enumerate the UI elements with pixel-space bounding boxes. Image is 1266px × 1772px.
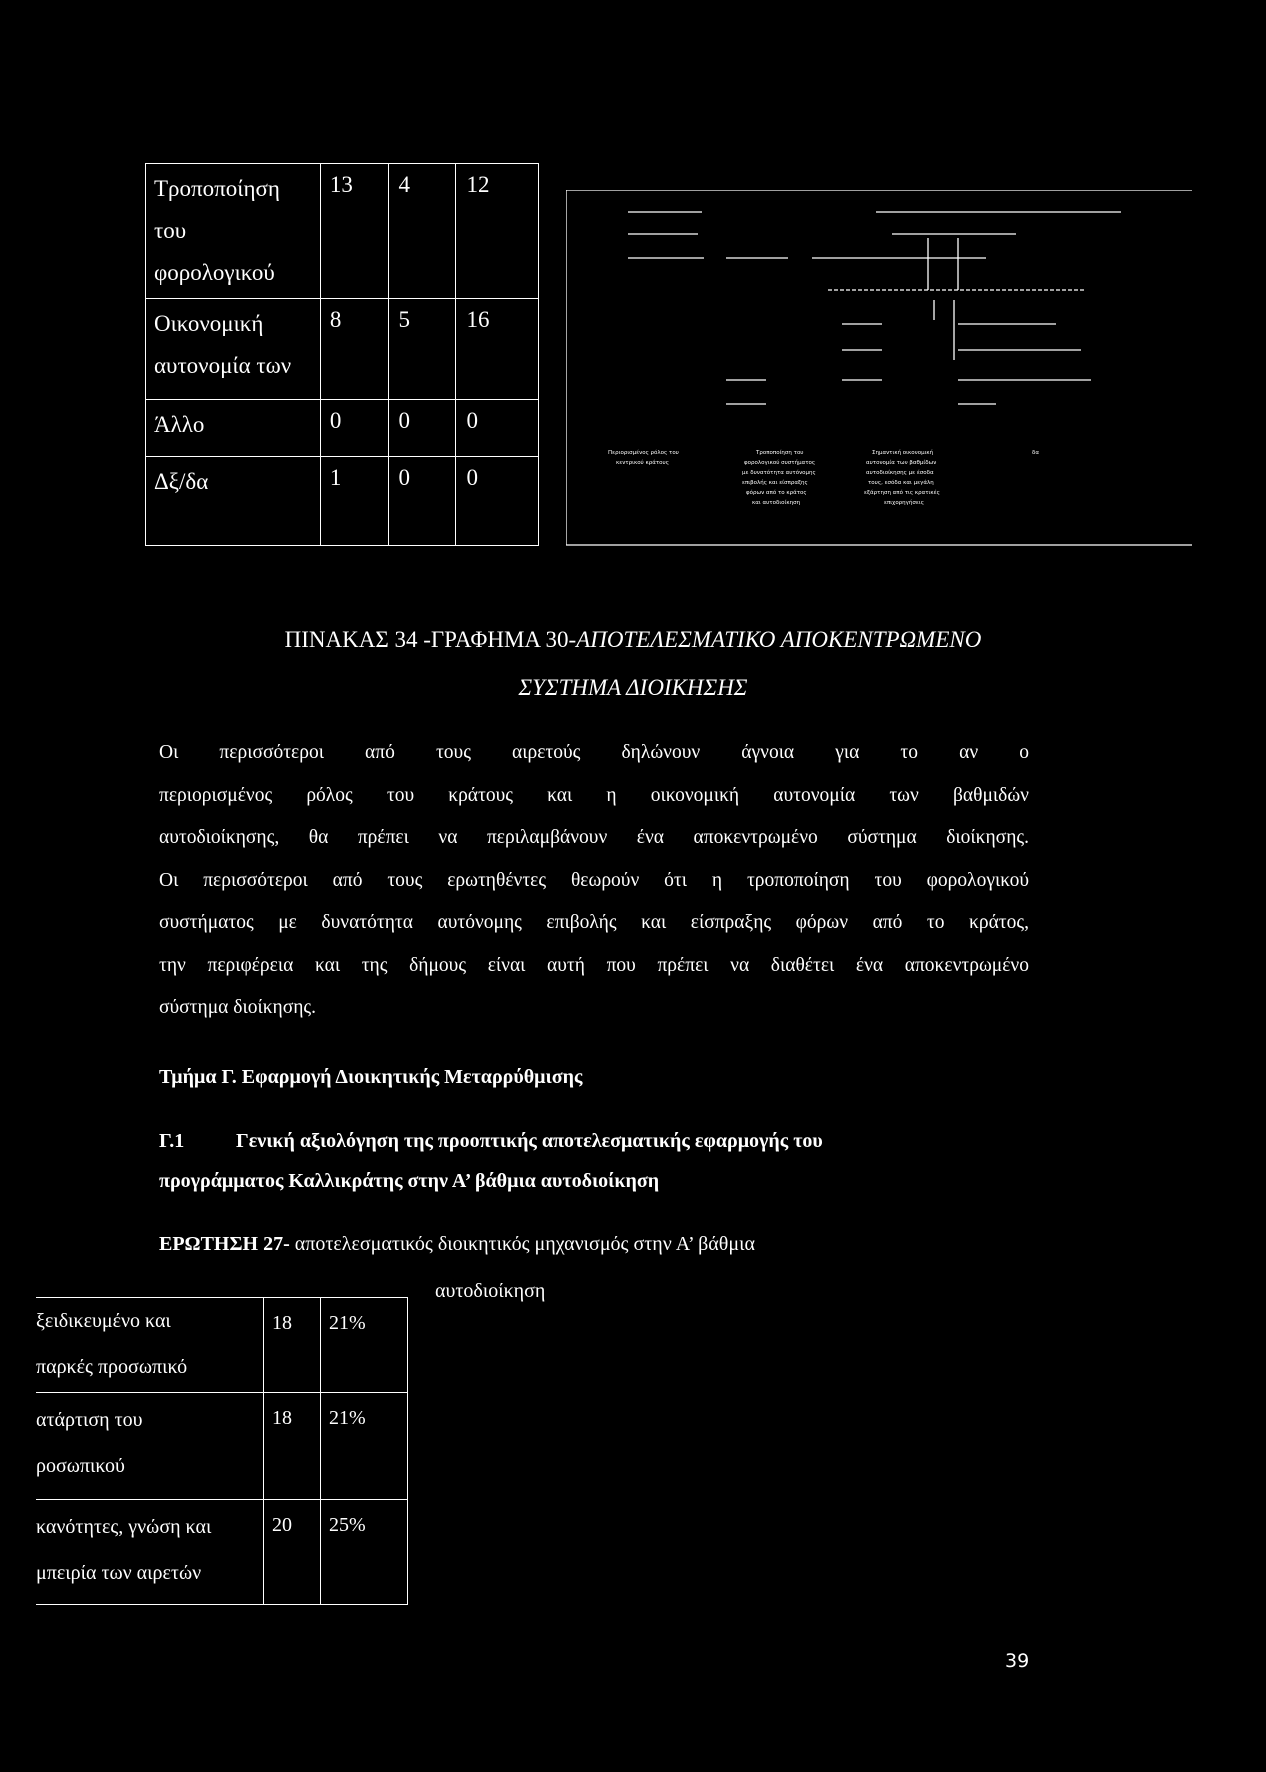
x-tick-label: με δυνατότητα αυτόνομης xyxy=(742,470,816,476)
row-label-line: αυτονομία των xyxy=(154,353,292,378)
row-label xyxy=(36,1500,264,1605)
row-label-line: μπειρία των αιρετών xyxy=(36,1562,202,1584)
value-cell: 8 xyxy=(320,299,389,400)
figure-caption-line2 xyxy=(0,675,1266,701)
value-cell: 0 xyxy=(389,457,456,546)
chart-category-labels xyxy=(608,449,1039,506)
question-label: ΕΡΩΤΗΣΗ 27- xyxy=(159,1233,290,1255)
row-label-line: κανότητες, γνώση και xyxy=(36,1516,212,1538)
x-tick-label: επιβολής και είσπραξης xyxy=(742,480,808,486)
row-label-line: του xyxy=(154,218,187,243)
row-label-line: Οικονομική xyxy=(154,311,264,336)
value-cell: 0 xyxy=(389,400,456,457)
table-row xyxy=(146,457,539,546)
x-tick-label: αυτονομία των βαθμίδων xyxy=(866,460,937,466)
row-label-line: ατάρτιση του xyxy=(36,1409,143,1431)
row-label xyxy=(36,1298,264,1393)
percent-cell: 21% xyxy=(321,1298,408,1393)
paragraph-line: συστήματος με δυνατότητα αυτόνομης επιβολής και είσπραξης φόρων από το κράτος, xyxy=(159,912,1029,933)
x-tick-label: Περιορισμένος ρόλος του xyxy=(608,450,679,456)
results-table-top xyxy=(145,163,539,546)
paragraph-line: Οι περισσότεροι από τους ερωτηθέντες θεωρούν ότι η τροποποίηση του φορολογικού xyxy=(159,869,1029,891)
value-cell: 0 xyxy=(456,457,539,546)
row-label xyxy=(146,400,321,457)
caption-italic: ΣΥΣΤΗΜΑ ΔΙΟΙΚΗΣΗΣ xyxy=(518,675,748,700)
value-cell: 1 xyxy=(320,457,389,546)
row-label xyxy=(36,1393,264,1500)
caption-italic: ΑΠΟΤΕΛΕΣΜΑΤΙΚΟ ΑΠΟΚΕΝΤΡΩΜΕΝΟ xyxy=(576,627,982,652)
page-number: 39 xyxy=(1005,1650,1030,1672)
paragraph-line: την περιφέρεια και της δήμους είναι αυτή που πρέπει να διαθέτει ένα αποκεντρωμένο xyxy=(159,954,1029,976)
value-cell: 0 xyxy=(456,400,539,457)
percent-cell: 21% xyxy=(321,1393,408,1500)
row-label xyxy=(146,164,321,299)
value-cell: 0 xyxy=(320,400,389,457)
paragraph-line: σύστημα διοίκησης. xyxy=(159,997,317,1018)
value-cell: 16 xyxy=(456,299,539,400)
row-label-line: ξειδικευμένο και xyxy=(36,1310,171,1332)
x-tick-label: κεντρικού κράτους xyxy=(616,460,669,466)
count-cell: 18 xyxy=(264,1393,321,1500)
row-label xyxy=(146,457,321,546)
question-text-cont: αυτοδιοίκηση xyxy=(435,1280,546,1302)
caption-plain: ΠΙΝΑΚΑΣ 34 -ΓΡΑΦΗΜΑ 30- xyxy=(284,627,577,652)
table-row xyxy=(146,400,539,457)
x-tick-label: Τροποποίηση του xyxy=(756,450,804,456)
percent-cell: 25% xyxy=(321,1500,408,1605)
row-label-line: ροσωπικού xyxy=(36,1455,125,1477)
subsection-title-cont: προγράμματος Καλλικράτης στην Α’ βάθμια αυτοδιοίκηση xyxy=(159,1170,660,1192)
paragraph-line: Οι περισσότεροι από τους αιρετούς δηλώνουν άγνοια για το αν ο xyxy=(159,742,1029,763)
question-text: αποτελεσματικός διοικητικός μηχανισμός στην Α’ βάθμια xyxy=(289,1233,755,1255)
x-tick-label: εξάρτηση από τις κρατικές xyxy=(864,490,940,496)
x-tick-label: και αυτοδιοίκηση xyxy=(752,500,801,506)
row-label xyxy=(146,299,321,400)
row-label-line: Δξ/δα xyxy=(154,469,209,494)
row-label-line: Άλλο xyxy=(154,412,205,437)
count-cell: 20 xyxy=(264,1500,321,1605)
value-cell: 13 xyxy=(320,164,389,299)
x-tick-label: τους, εσόδα και μεγάλη xyxy=(868,480,934,486)
row-label-line: Τροποποίηση xyxy=(154,176,280,201)
chart-svg xyxy=(566,190,1192,546)
x-tick-label: φόρων από το κράτος xyxy=(746,490,807,496)
x-tick-label: φορολογικού συστήματος xyxy=(744,460,816,466)
row-label-line: φορολογικού xyxy=(154,260,275,285)
question-heading xyxy=(159,1233,755,1256)
paragraph-line: περιορισμένος ρόλος του κράτους και η οικονομική αυτονομία των βαθμιδών xyxy=(159,784,1029,806)
results-table-bottom xyxy=(36,1297,408,1605)
x-tick-label: δα xyxy=(1032,450,1039,456)
value-cell: 12 xyxy=(456,164,539,299)
table-row xyxy=(146,164,539,299)
figure-caption-line1 xyxy=(0,627,1266,653)
section-heading: Τμήμα Γ. Εφαρμογή Διοικητικής Μεταρρύθμισης xyxy=(159,1066,583,1088)
subsection-number: Γ.1 xyxy=(159,1130,185,1152)
body-paragraph xyxy=(159,732,1029,1030)
x-tick-label: αυτοδιοίκησης με έσοδα xyxy=(866,470,934,476)
x-tick-label: Σημαντική οικονομική xyxy=(872,450,934,456)
count-cell: 18 xyxy=(264,1298,321,1393)
x-tick-label: επιχορηγήσεις xyxy=(884,500,924,506)
subsection-title: Γενική αξιολόγηση της προοπτικής αποτελεσματικής εφαρμογής του xyxy=(236,1130,823,1152)
table-row xyxy=(36,1500,408,1605)
table-row xyxy=(36,1298,408,1393)
row-label-line: παρκές προσωπικό xyxy=(36,1356,188,1378)
value-cell: 5 xyxy=(389,299,456,400)
bar-chart xyxy=(566,190,1192,546)
paragraph-line: αυτοδιοίκησης, θα πρέπει να περιλαμβάνουν ένα αποκεντρωμένο σύστημα διοίκησης. xyxy=(159,827,1029,848)
value-cell: 4 xyxy=(389,164,456,299)
table-row xyxy=(146,299,539,400)
table-row xyxy=(36,1393,408,1500)
